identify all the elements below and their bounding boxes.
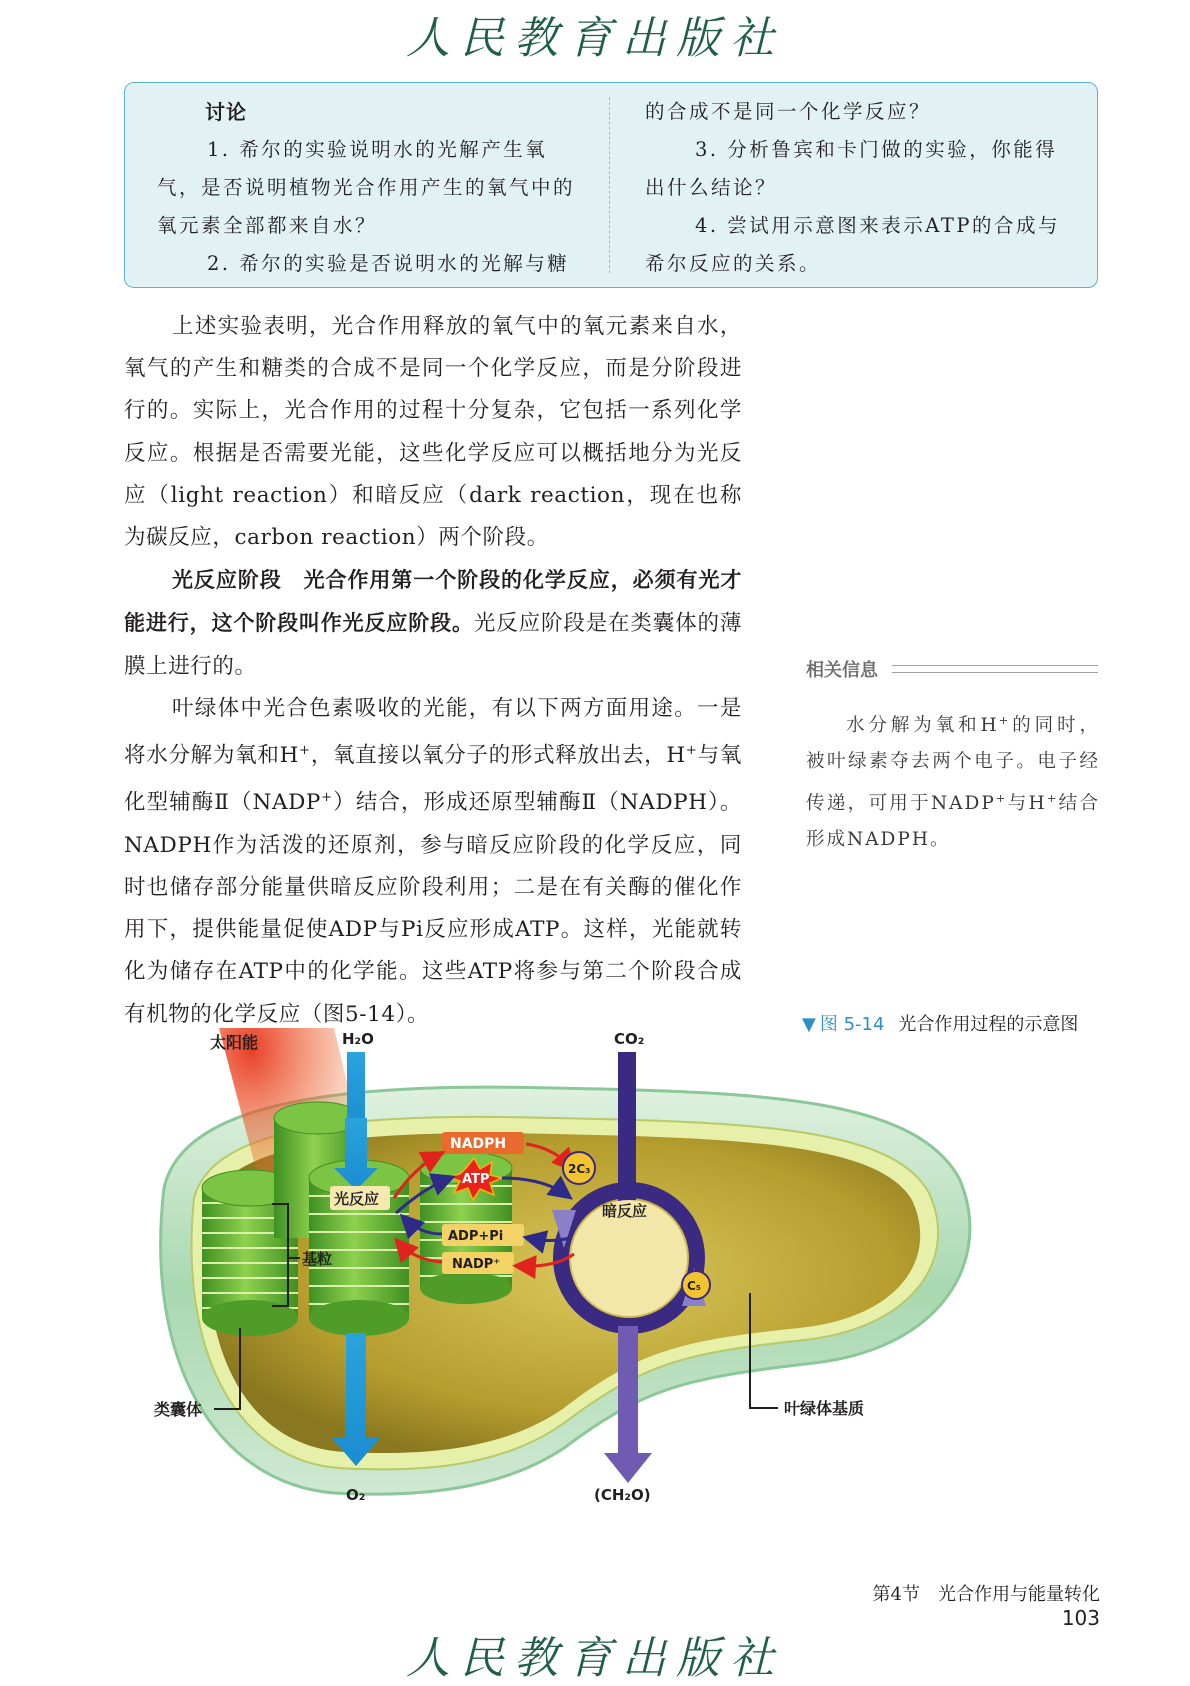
o2-label: O₂ bbox=[346, 1486, 366, 1504]
text-run: 的同时，被叶绿素夺去两个电子。电子经传递，可用于NADP bbox=[806, 715, 1100, 815]
superscript: + bbox=[685, 743, 698, 759]
discussion-title: 讨论 bbox=[205, 100, 247, 124]
superscript: + bbox=[298, 743, 311, 759]
text-run: ，氧直接以氧分子的形式释放出去，H bbox=[310, 743, 686, 769]
light-reaction-definition: 光反应阶段 光合作用第一个阶段的化学反应，必须有光才能进行，这个阶段叫作光反应阶段。 bbox=[124, 568, 742, 636]
superscript: + bbox=[998, 713, 1011, 727]
discussion-line: 的合成不是同一个化学反应？ bbox=[645, 100, 932, 123]
discussion-line: 1. 希尔的实验说明水的光解产生氧 bbox=[207, 138, 548, 161]
paragraph-2 bbox=[124, 559, 742, 688]
c5-label: C₅ bbox=[687, 1279, 702, 1293]
ch2o-label: (CH₂O) bbox=[594, 1486, 651, 1504]
adp-pi-label: ADP+Pi bbox=[448, 1229, 504, 1244]
caption-marker-icon: ▼ bbox=[802, 1014, 816, 1035]
text-run: 与H bbox=[1007, 793, 1047, 815]
related-info-text bbox=[806, 702, 1100, 858]
publisher-footer: 人民教育出版社 bbox=[406, 1633, 784, 1684]
nadph-label: NADPH bbox=[450, 1136, 507, 1152]
superscript: + bbox=[995, 791, 1008, 806]
co2-label: CO₂ bbox=[614, 1030, 645, 1048]
paragraph-1: 上述实验表明，光合作用释放的氧气中的氧元素来自水，氧气的产生和糖类的合成不是同一个化学反应，而是分阶段进行的。实际上，光合作用的过程十分复杂，它包括一系列化学反应。根据是否需要光能，这些化学反应可以概括地分为光反应（light reaction）和暗反应（dark reaction，现在也称为碳反应，carbon reaction）两个阶段。 bbox=[124, 314, 742, 551]
text-run: 结合形成NADPH。 bbox=[806, 793, 1100, 851]
text-run: 叶绿体中光合色素吸收的光能，有以下两方面用途。一是将水分解为氧和H bbox=[124, 695, 742, 769]
section-title: 第4节 光合作用与能量转化 bbox=[872, 1584, 1100, 1605]
h2o-label: H₂O bbox=[342, 1030, 374, 1048]
related-info-heading bbox=[806, 656, 1098, 682]
text-run: 与氧化型辅酶Ⅱ（NADP bbox=[124, 743, 742, 816]
solar-energy-label: 太阳能 bbox=[210, 1033, 259, 1052]
nadp-label: NADP⁺ bbox=[452, 1257, 501, 1272]
discussion-divider bbox=[609, 97, 610, 273]
discussion-line: 3. 分析鲁宾和卡门做的实验，你能得 bbox=[695, 138, 1058, 161]
heading-rule bbox=[892, 665, 1098, 673]
discussion-line: 4. 尝试用示意图来表示ATP的合成与 bbox=[695, 214, 1060, 237]
discussion-right-column bbox=[645, 93, 1075, 283]
discussion-left-column bbox=[157, 93, 705, 283]
figure-title: 光合作用过程的示意图 bbox=[898, 1014, 1079, 1035]
discussion-line: 氧元素全部都来自水？ bbox=[157, 214, 378, 237]
atp-label: ATP bbox=[462, 1172, 490, 1187]
c3-label: 2C₃ bbox=[568, 1162, 591, 1176]
page-number: 103 bbox=[1061, 1606, 1100, 1630]
superscript: + bbox=[1046, 791, 1059, 806]
discussion-box bbox=[124, 82, 1098, 288]
paragraph-3 bbox=[124, 688, 742, 1036]
discussion-line: 出什么结论？ bbox=[645, 176, 778, 199]
discussion-line: 希尔反应的关系。 bbox=[645, 252, 822, 275]
discussion-line: 气，是否说明植物光合作用产生的氧气中的 bbox=[157, 176, 576, 199]
publisher-header: 人民教育出版社 bbox=[406, 13, 784, 64]
related-info-paragraph bbox=[806, 702, 1100, 858]
dark-reaction-label: 暗反应 bbox=[602, 1202, 648, 1220]
text-run: ）结合，形成还原型辅酶Ⅱ（NADPH）。NADPH作为活泼的还原剂，参与暗反应阶段的化学反应，同时也储存部分能量供暗反应阶段利用；二是在有关酶的催化作用下，提供能量促使ADP与Pi反应形成ATP。这样，光能就转化为储存在ATP中的化学能。这些ATP将参与第二个阶段合成有机物的化学反应（图5-14）。 bbox=[124, 790, 742, 1027]
granum-label: 基粒 bbox=[302, 1250, 333, 1268]
figure-number: 图 5-14 bbox=[819, 1014, 885, 1035]
photosynthesis-diagram bbox=[124, 1028, 994, 1583]
related-info-title: 相关信息 bbox=[806, 660, 878, 681]
main-text bbox=[124, 306, 742, 1036]
light-reaction-label: 光反应 bbox=[334, 1190, 380, 1208]
paragraph-2-rest: 光反应阶段是在类囊体的薄膜上进行的。 bbox=[124, 611, 742, 679]
text-run: 水分解为氧和H bbox=[846, 715, 999, 737]
stroma-label: 叶绿体基质 bbox=[784, 1399, 865, 1418]
discussion-line: 2. 希尔的实验是否说明水的光解与糖 bbox=[207, 252, 570, 275]
superscript: + bbox=[321, 790, 333, 806]
thylakoid-label: 类囊体 bbox=[154, 1400, 203, 1419]
